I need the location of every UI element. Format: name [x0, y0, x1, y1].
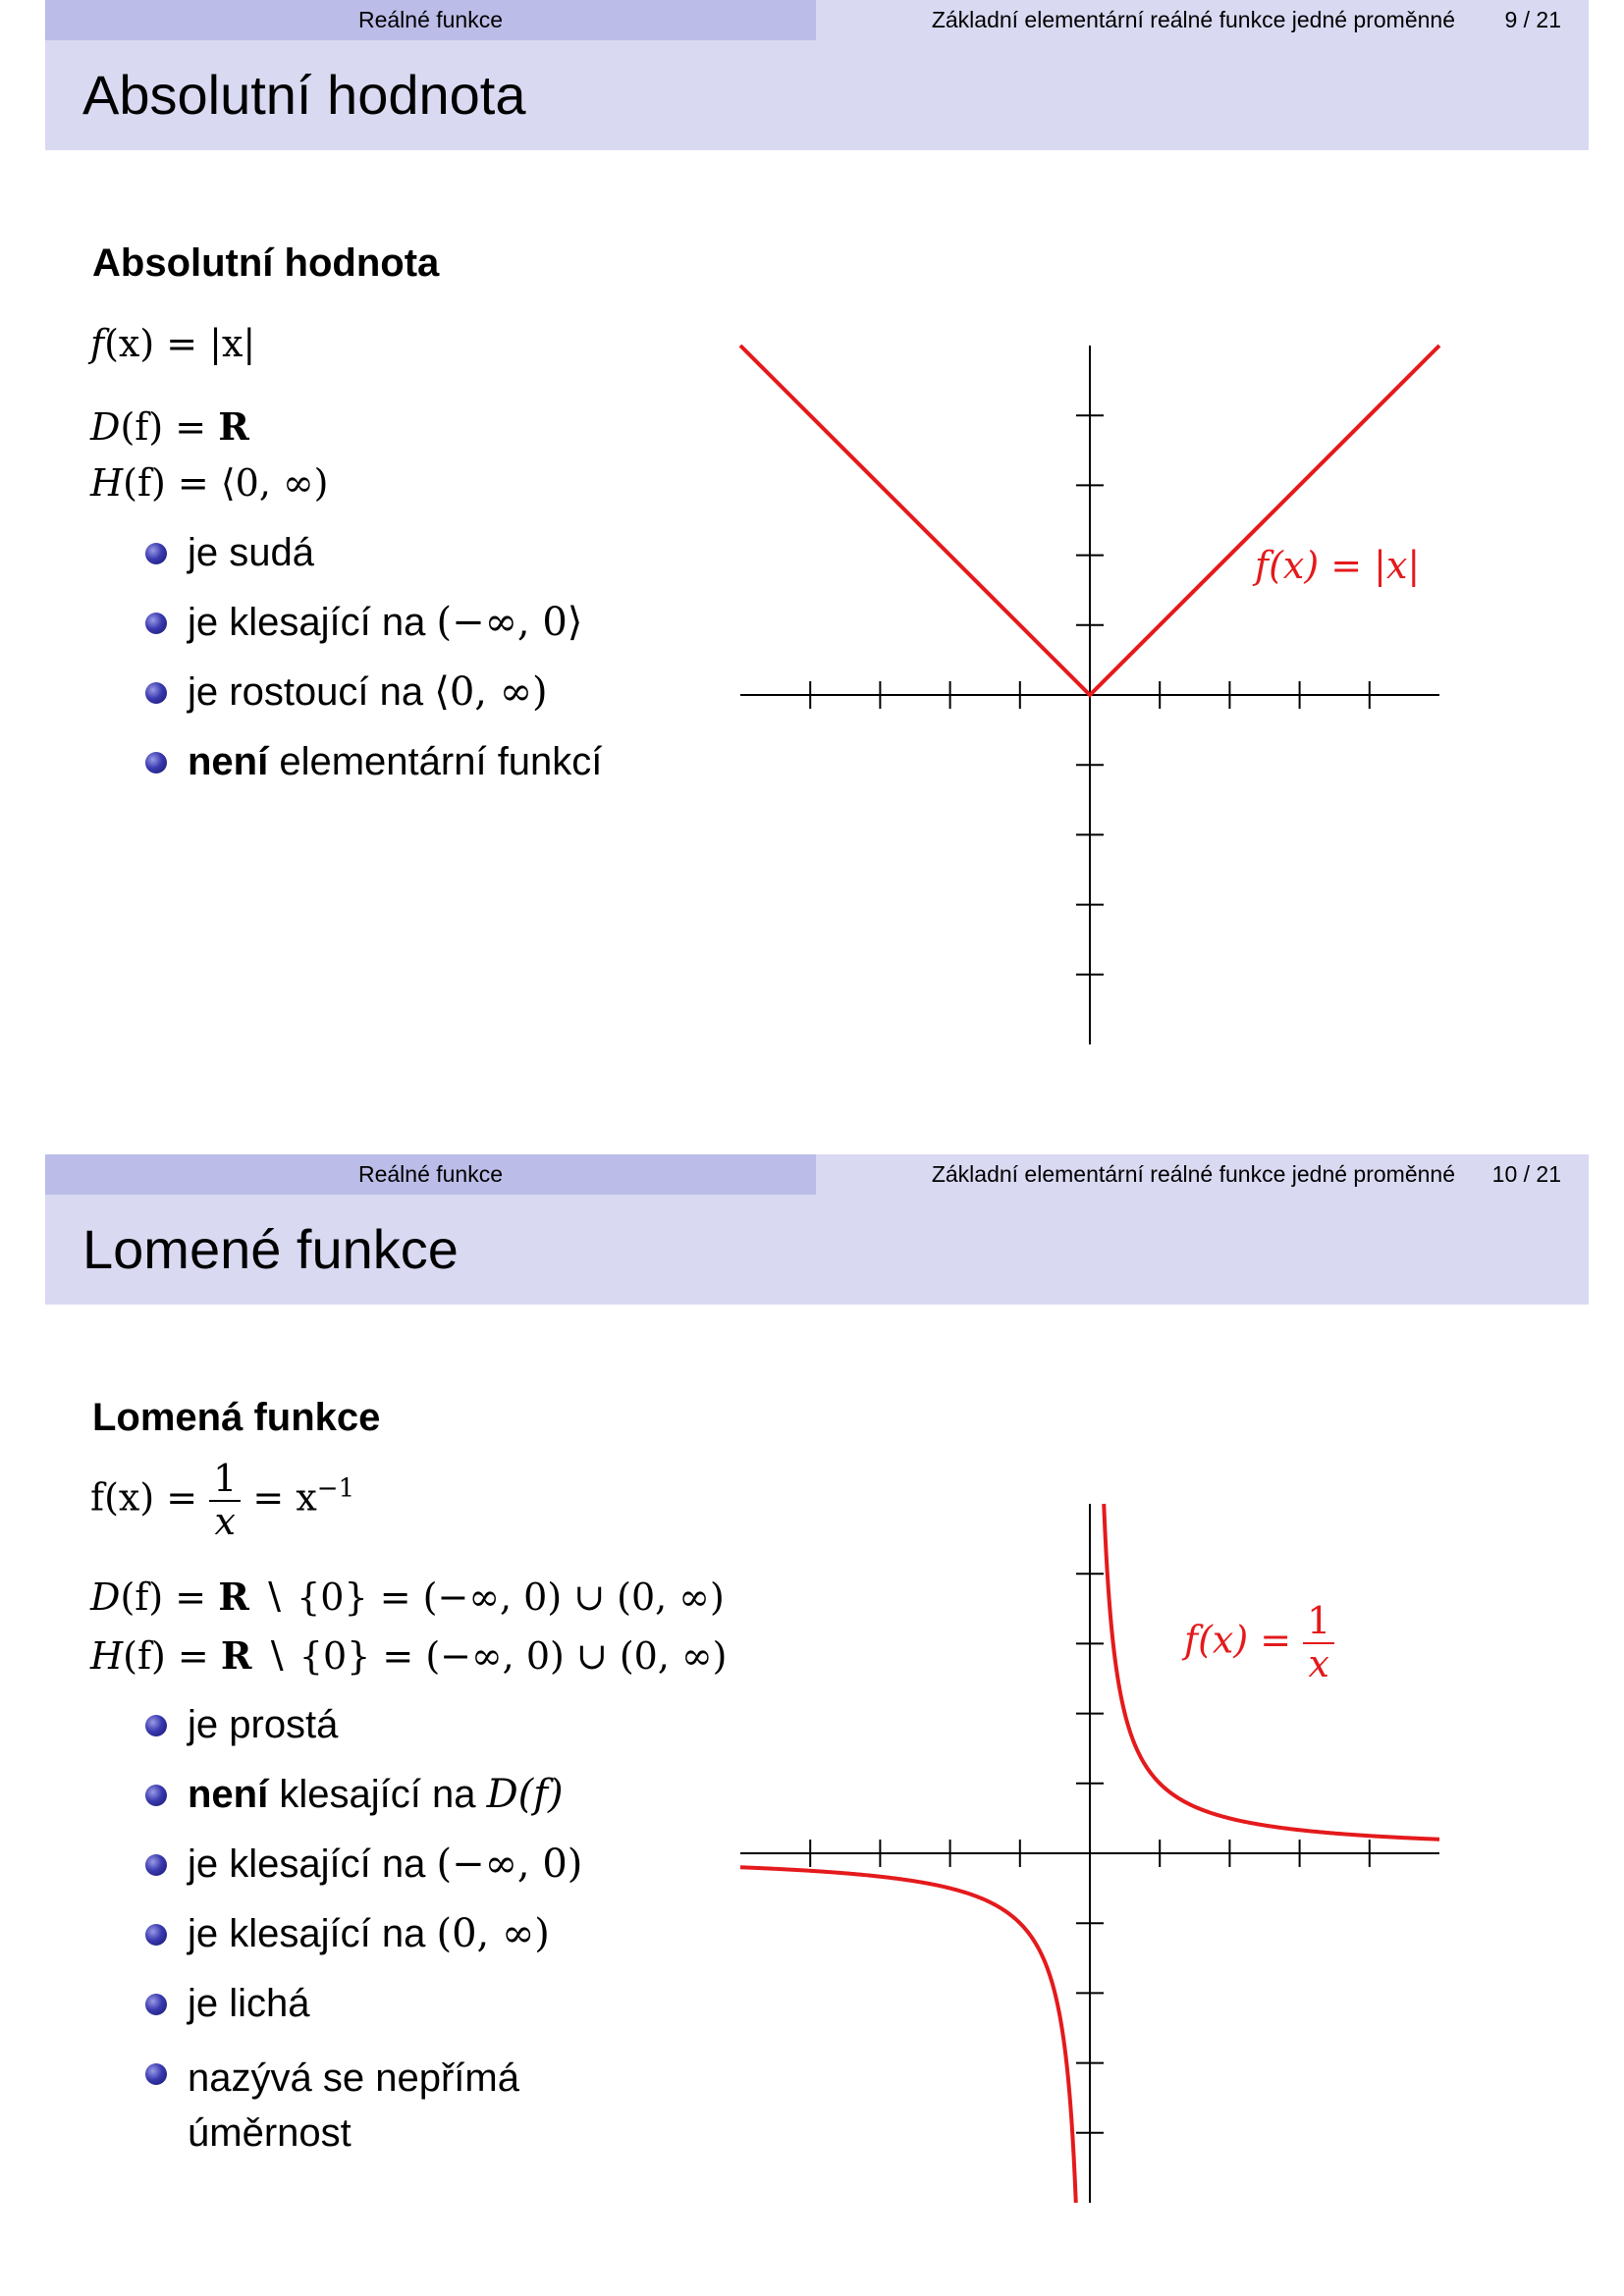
- hyperbola-left-branch: [740, 1867, 1076, 2203]
- slide-title: Lomené funkce: [82, 1218, 459, 1280]
- bullet-text: elementární funkcí: [268, 740, 603, 783]
- bullet-text: je klesající na: [188, 1842, 437, 1886]
- bullet-icon: [145, 1854, 167, 1876]
- list-item: [141, 530, 602, 600]
- header-left: [45, 0, 816, 40]
- bullet-text: klesající na: [268, 1773, 487, 1816]
- property-list: [141, 1702, 582, 2159]
- bullet-icon: [145, 2063, 167, 2085]
- domain-rhs: R: [218, 404, 249, 449]
- header-right: [816, 0, 1589, 40]
- formula-rhs: (x) = |x|: [104, 322, 256, 365]
- bullet-icon: [145, 1994, 167, 2015]
- list-item: [141, 739, 602, 809]
- block-title: Lomená funkce: [92, 1396, 381, 1439]
- domain-rhs: ∖ {0} = (−∞, 0) ∪ (0, ∞): [248, 1575, 725, 1619]
- slide-title: Absolutní hodnota: [82, 64, 526, 126]
- list-item: [141, 1842, 582, 1911]
- domain-symbol: D: [90, 405, 121, 449]
- abs-plot: [717, 322, 1463, 1068]
- bullet-icon: [145, 1924, 167, 1946]
- fraction-numerator: 1: [209, 1459, 241, 1502]
- list-item: [141, 600, 602, 669]
- bullet-math: (−∞, 0⟩: [436, 600, 583, 645]
- bullet-icon: [145, 682, 167, 704]
- plot-label-text: f(x) = |x|: [1255, 544, 1421, 587]
- block-title: Absolutní hodnota: [92, 241, 440, 285]
- list-item: [141, 669, 602, 739]
- plot-label-lhs: f(x) =: [1184, 1618, 1304, 1662]
- formula-rhs: = x: [241, 1475, 317, 1520]
- header-section: Základní elementární reálné funkce jedné proměnné: [931, 1161, 1455, 1187]
- fraction-numerator: 1: [1303, 1601, 1334, 1644]
- bullet-text: je klesající na: [188, 601, 437, 644]
- bullet-bold: není: [188, 740, 269, 783]
- formula-lhs: f(x) =: [90, 1475, 210, 1520]
- range-symbol: H: [90, 461, 124, 505]
- fraction-denominator: x: [1308, 1641, 1329, 1685]
- list-item: [141, 1772, 582, 1842]
- slide-absolute-value: [45, 0, 1589, 1060]
- formula: [90, 322, 255, 365]
- page-number: 10 / 21: [1491, 1161, 1561, 1187]
- plot-label: [1255, 544, 1420, 587]
- header-right: [816, 1154, 1589, 1195]
- range-rhs: ∖ {0} = (−∞, 0) ∪ (0, ∞): [251, 1634, 728, 1678]
- range-symbol: H: [90, 1634, 124, 1678]
- domain-lhs: (f) =: [120, 405, 219, 449]
- range-line: [90, 461, 329, 505]
- fraction-denominator: x: [214, 1499, 236, 1543]
- bullet-icon: [145, 752, 167, 774]
- bullet-icon: [145, 613, 167, 634]
- list-item: [141, 1911, 582, 1981]
- bullet-text: nazývá se nepřímá úměrnost: [188, 2056, 519, 2155]
- domain-line: [90, 1575, 725, 1619]
- formula-exponent: −1: [316, 1473, 355, 1504]
- bullet-icon: [145, 1715, 167, 1736]
- page-number: 9 / 21: [1504, 7, 1561, 32]
- property-list: [141, 530, 602, 809]
- domain-line: [90, 404, 249, 449]
- bullet-text: je prostá: [188, 1703, 339, 1746]
- plot-label-fraction: [1303, 1601, 1334, 1685]
- domain-symbol: D: [90, 1575, 121, 1619]
- bullet-math: D(f): [486, 1772, 564, 1817]
- reciprocal-plot: [717, 1480, 1463, 2226]
- bullet-math: ⟨0, ∞): [434, 669, 548, 715]
- header-topic: Reálné funkce: [357, 7, 504, 32]
- bullet-math: (−∞, 0): [436, 1842, 583, 1887]
- bullet-text: je lichá: [188, 1982, 310, 2025]
- bullet-text: je klesající na: [188, 1912, 437, 1955]
- title-band: [45, 40, 1589, 150]
- list-item: [141, 2051, 580, 2159]
- header-section: Základní elementární reálné funkce jedné proměnné: [931, 7, 1455, 32]
- range-bold: R: [220, 1633, 252, 1678]
- range-lhs: (f) =: [123, 461, 221, 505]
- domain-lhs: (f) =: [120, 1575, 219, 1619]
- formula: [90, 1459, 354, 1543]
- title-band: [45, 1195, 1589, 1305]
- list-item: [141, 1702, 582, 1772]
- bullet-text: je sudá: [188, 531, 314, 574]
- bullet-bold: není: [188, 1773, 269, 1816]
- domain-bold: R: [218, 1575, 249, 1619]
- range-lhs: (f) =: [123, 1634, 221, 1678]
- bullet-text: je rostoucí na: [188, 670, 435, 714]
- formula-fraction: [209, 1459, 241, 1543]
- formula-f: f: [90, 322, 105, 365]
- bullet-math: (0, ∞): [436, 1911, 550, 1956]
- bullet-icon: [145, 543, 167, 564]
- bullet-icon: [145, 1785, 167, 1806]
- slide-rational-functions: [45, 1154, 1589, 2215]
- header-topic: Reálné funkce: [357, 1161, 504, 1187]
- list-item: [141, 1981, 582, 2051]
- header-left: [45, 1154, 816, 1195]
- range-line: [90, 1633, 727, 1678]
- range-rhs: ⟨0, ∞): [220, 461, 329, 505]
- plot-label: [1184, 1601, 1334, 1685]
